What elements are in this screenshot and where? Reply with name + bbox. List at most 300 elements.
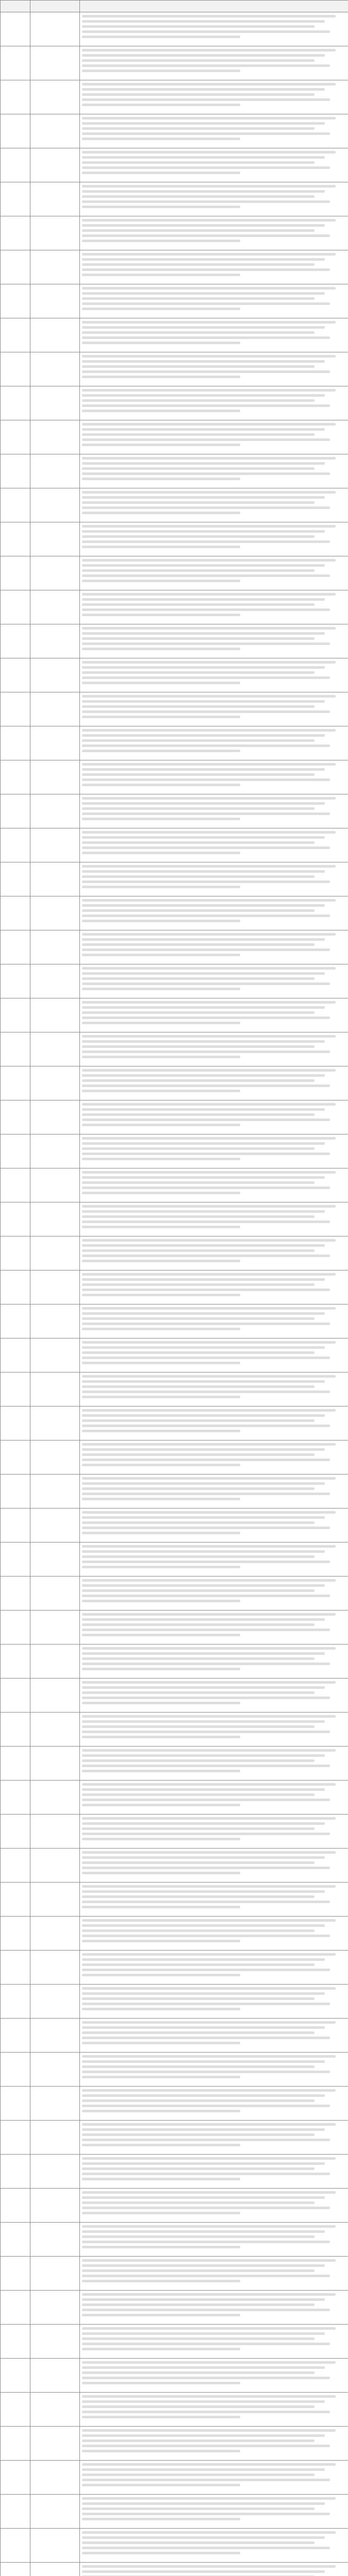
text-placeholder (82, 1391, 330, 1393)
desc-cell (80, 2461, 348, 2495)
year-cell (1, 1917, 30, 1951)
text-placeholder (82, 608, 330, 611)
desc-cell (80, 148, 348, 182)
name-cell (30, 2189, 80, 2223)
table-row (1, 726, 348, 760)
table-row (1, 828, 348, 862)
text-placeholder (82, 1895, 314, 1898)
year-cell (1, 318, 30, 352)
text-placeholder (82, 2507, 314, 2510)
name-cell (30, 1475, 80, 1509)
text-placeholder (82, 1375, 336, 1378)
name-cell (30, 2019, 80, 2053)
desc-cell (80, 2393, 348, 2427)
text-placeholder (82, 1255, 330, 1257)
text-placeholder (82, 1987, 336, 1990)
year-cell (1, 2325, 30, 2359)
text-placeholder (82, 308, 240, 310)
year-cell (1, 624, 30, 658)
text-placeholder (82, 2026, 325, 2029)
year-cell (1, 2359, 30, 2393)
name-cell (30, 2461, 80, 2495)
year-cell (1, 2427, 30, 2461)
desc-cell (80, 454, 348, 488)
text-placeholder (82, 710, 330, 713)
text-placeholder (82, 739, 314, 742)
desc-cell (80, 1815, 348, 1849)
text-placeholder (82, 938, 325, 941)
table-row (1, 80, 348, 114)
text-placeholder (82, 423, 336, 426)
table-row (1, 2291, 348, 2325)
text-placeholder (82, 1205, 336, 1208)
text-placeholder (82, 2293, 336, 2296)
table-row (1, 1304, 348, 1338)
text-placeholder (82, 1958, 325, 1961)
text-placeholder (82, 1351, 314, 1354)
text-placeholder (82, 2416, 240, 2418)
desc-cell (80, 1611, 348, 1645)
text-placeholder (82, 117, 336, 120)
name-cell (30, 1202, 80, 1236)
desc-cell (80, 1577, 348, 1611)
text-placeholder (82, 1084, 330, 1087)
name-cell (30, 2291, 80, 2325)
text-placeholder (82, 88, 325, 91)
desc-cell (80, 2291, 348, 2325)
text-placeholder (82, 234, 330, 237)
desc-cell (80, 862, 348, 896)
year-cell (1, 1066, 30, 1100)
text-placeholder (82, 472, 330, 475)
text-placeholder (82, 2099, 314, 2102)
text-placeholder (82, 778, 330, 781)
text-placeholder (82, 2518, 240, 2520)
table-row (1, 2325, 348, 2359)
year-cell (1, 896, 30, 930)
table-row (1, 2019, 348, 2053)
text-placeholder (82, 2241, 330, 2243)
text-placeholder (82, 2008, 240, 2010)
text-placeholder (82, 2207, 330, 2209)
name-cell (30, 2427, 80, 2461)
name-cell (30, 250, 80, 284)
year-cell (1, 216, 30, 250)
desc-cell (80, 828, 348, 862)
text-placeholder (82, 671, 314, 674)
table-row (1, 2223, 348, 2257)
text-placeholder (82, 1963, 314, 1966)
text-placeholder (82, 763, 336, 766)
name-cell (30, 2495, 80, 2529)
text-placeholder (82, 1103, 336, 1106)
year-cell (1, 1679, 30, 1713)
name-cell (30, 2563, 80, 2576)
text-placeholder (82, 1527, 330, 1529)
text-placeholder (82, 297, 314, 300)
text-placeholder (82, 2411, 330, 2413)
table-row (1, 1100, 348, 1134)
text-placeholder (82, 525, 336, 528)
desc-cell (80, 488, 348, 522)
desc-cell (80, 1100, 348, 1134)
year-cell (1, 386, 30, 420)
name-cell (30, 1577, 80, 1611)
text-placeholder (82, 1629, 330, 1631)
text-placeholder (82, 1749, 336, 1752)
desc-cell (80, 1713, 348, 1747)
text-placeholder (82, 2021, 336, 2024)
name-cell (30, 2325, 80, 2359)
name-cell (30, 1815, 80, 1849)
table-row (1, 862, 348, 896)
year-cell (1, 1645, 30, 1679)
text-placeholder (82, 716, 240, 718)
desc-cell (80, 1134, 348, 1168)
text-placeholder (82, 988, 240, 990)
text-placeholder (82, 2259, 336, 2262)
table-row (1, 1236, 348, 1270)
text-placeholder (82, 2309, 330, 2311)
name-cell (30, 148, 80, 182)
header-year (1, 1, 30, 12)
table-row (1, 318, 348, 352)
text-placeholder (82, 2269, 314, 2272)
text-placeholder (82, 535, 314, 538)
text-placeholder (82, 2042, 240, 2044)
text-placeholder (82, 870, 325, 873)
year-cell (1, 250, 30, 284)
text-placeholder (82, 287, 336, 290)
name-cell (30, 1645, 80, 1679)
text-placeholder (82, 682, 240, 684)
name-cell (30, 794, 80, 828)
text-placeholder (82, 920, 240, 922)
text-placeholder (82, 263, 314, 266)
name-cell (30, 2359, 80, 2393)
year-cell (1, 2087, 30, 2121)
desc-cell (80, 1985, 348, 2019)
text-placeholder (82, 1425, 330, 1427)
text-placeholder (82, 1555, 314, 1558)
year-cell (1, 998, 30, 1032)
year-cell (1, 2223, 30, 2257)
year-cell (1, 862, 30, 896)
table-row (1, 2121, 348, 2155)
text-placeholder (82, 564, 325, 567)
text-placeholder (82, 1652, 325, 1655)
table-row (1, 12, 348, 46)
name-cell (30, 1543, 80, 1577)
text-placeholder (82, 1647, 336, 1650)
name-cell (30, 1304, 80, 1338)
text-placeholder (82, 156, 325, 159)
text-placeholder (82, 20, 325, 23)
table-row (1, 1951, 348, 1985)
year-cell (1, 1951, 30, 1985)
text-placeholder (82, 2445, 330, 2447)
year-cell (1, 1849, 30, 1883)
text-placeholder (82, 1901, 330, 1903)
text-placeholder (82, 2479, 330, 2481)
text-placeholder (82, 2513, 330, 2515)
desc-cell (80, 2563, 348, 2576)
text-placeholder (82, 355, 336, 358)
text-placeholder (82, 2133, 314, 2136)
text-placeholder (82, 1430, 240, 1432)
year-cell (1, 1985, 30, 2019)
text-placeholder (82, 1341, 336, 1344)
desc-cell (80, 1202, 348, 1236)
text-placeholder (82, 1521, 314, 1524)
table-row (1, 2087, 348, 2121)
table-row (1, 1815, 348, 1849)
year-cell (1, 1100, 30, 1134)
desc-cell (80, 284, 348, 318)
year-cell (1, 1543, 30, 1577)
table-row (1, 182, 348, 216)
name-cell (30, 1781, 80, 1815)
text-placeholder (82, 831, 336, 834)
desc-cell (80, 318, 348, 352)
text-placeholder (82, 2275, 330, 2277)
text-placeholder (82, 467, 314, 470)
table-row (1, 2563, 348, 2576)
desc-cell (80, 692, 348, 726)
year-cell (1, 454, 30, 488)
text-placeholder (82, 1346, 325, 1349)
text-placeholder (82, 661, 336, 664)
text-placeholder (82, 1226, 240, 1228)
desc-cell (80, 1543, 348, 1577)
text-placeholder (82, 2547, 330, 2549)
text-placeholder (82, 1589, 314, 1592)
name-cell (30, 114, 80, 148)
text-placeholder (82, 1035, 336, 1038)
text-placeholder (82, 2348, 240, 2350)
text-placeholder (82, 83, 336, 86)
text-placeholder (82, 875, 314, 878)
desc-cell (80, 1951, 348, 1985)
text-placeholder (82, 331, 314, 334)
year-cell (1, 284, 30, 318)
text-placeholder (82, 2196, 325, 2199)
text-placeholder (82, 2280, 240, 2282)
text-placeholder (82, 1016, 330, 1019)
name-cell (30, 488, 80, 522)
text-placeholder (82, 2332, 325, 2335)
desc-cell (80, 2019, 348, 2053)
text-placeholder (82, 1867, 330, 1869)
table-body (1, 12, 348, 2576)
desc-cell (80, 80, 348, 114)
year-cell (1, 590, 30, 624)
text-placeholder (82, 1385, 314, 1388)
table-row (1, 250, 348, 284)
text-placeholder (82, 846, 330, 849)
desc-cell (80, 2121, 348, 2155)
text-placeholder (82, 603, 314, 606)
text-placeholder (82, 632, 325, 635)
text-placeholder (82, 2497, 336, 2500)
text-placeholder (82, 865, 336, 868)
desc-cell (80, 624, 348, 658)
text-placeholder (82, 1681, 336, 1684)
text-placeholder (82, 54, 325, 57)
text-placeholder (82, 627, 336, 630)
table-row (1, 1270, 348, 1304)
year-cell (1, 930, 30, 964)
desc-cell (80, 2155, 348, 2189)
year-cell (1, 2189, 30, 2223)
text-placeholder (82, 321, 336, 324)
name-cell (30, 216, 80, 250)
year-cell (1, 2529, 30, 2563)
name-cell (30, 2087, 80, 2121)
table-row (1, 998, 348, 1032)
text-placeholder (82, 1181, 314, 1184)
text-placeholder (82, 1050, 330, 1053)
text-placeholder (82, 1550, 325, 1553)
text-placeholder (82, 1498, 240, 1500)
year-cell (1, 522, 30, 556)
text-placeholder (82, 1623, 314, 1626)
text-placeholder (82, 807, 314, 810)
name-cell (30, 1951, 80, 1985)
text-placeholder (82, 2343, 330, 2345)
year-cell (1, 1713, 30, 1747)
text-placeholder (82, 36, 240, 38)
name-cell (30, 590, 80, 624)
text-placeholder (82, 1833, 330, 1835)
name-cell (30, 12, 80, 46)
text-placeholder (82, 2037, 330, 2039)
text-placeholder (82, 1851, 336, 1854)
table-row (1, 1338, 348, 1372)
text-placeholder (82, 943, 314, 946)
text-placeholder (82, 784, 240, 786)
text-placeholder (82, 1482, 325, 1485)
text-placeholder (82, 258, 325, 261)
text-placeholder (82, 1702, 240, 1704)
text-placeholder (82, 2366, 325, 2369)
text-placeholder (82, 1919, 336, 1922)
text-placeholder (82, 1885, 336, 1888)
text-placeholder (82, 1493, 330, 1495)
name-cell (30, 930, 80, 964)
text-placeholder (82, 1317, 314, 1320)
text-placeholder (82, 1278, 325, 1281)
text-placeholder (82, 1906, 240, 1908)
text-placeholder (82, 1561, 330, 1563)
text-placeholder (82, 1516, 325, 1519)
text-placeholder (82, 2463, 336, 2466)
text-placeholder (82, 268, 330, 271)
year-cell (1, 2291, 30, 2325)
text-placeholder (82, 744, 330, 747)
desc-cell (80, 1747, 348, 1781)
year-cell (1, 2121, 30, 2155)
table-row (1, 420, 348, 454)
desc-cell (80, 182, 348, 216)
text-placeholder (82, 1273, 336, 1276)
text-placeholder (82, 2429, 336, 2432)
desc-cell (80, 1066, 348, 1100)
table-row (1, 2529, 348, 2563)
text-placeholder (82, 2089, 336, 2092)
text-placeholder (82, 977, 314, 980)
name-cell (30, 1168, 80, 1202)
text-placeholder (82, 880, 330, 883)
table-row (1, 1781, 348, 1815)
table-row (1, 1168, 348, 1202)
text-placeholder (82, 1600, 240, 1602)
text-placeholder (82, 1793, 314, 1796)
text-placeholder (82, 98, 330, 101)
text-placeholder (82, 1079, 314, 1082)
text-placeholder (82, 302, 330, 305)
text-placeholder (82, 637, 314, 640)
year-cell (1, 1577, 30, 1611)
table-row (1, 1543, 348, 1577)
table-row (1, 1713, 348, 1747)
text-placeholder (82, 190, 325, 193)
text-placeholder (82, 438, 330, 441)
text-placeholder (82, 224, 325, 227)
text-placeholder (82, 2303, 314, 2306)
text-placeholder (82, 2178, 240, 2180)
text-placeholder (82, 2400, 325, 2403)
desc-cell (80, 1270, 348, 1304)
text-placeholder (82, 2110, 240, 2112)
table-row (1, 1372, 348, 1406)
text-placeholder (82, 200, 330, 203)
text-placeholder (82, 1788, 325, 1791)
text-placeholder (82, 1249, 314, 1252)
table-row (1, 2053, 348, 2087)
text-placeholder (82, 1477, 336, 1480)
text-placeholder (82, 802, 325, 805)
text-placeholder (82, 1380, 325, 1383)
text-placeholder (82, 904, 325, 907)
text-placeholder (82, 1997, 314, 2000)
desc-cell (80, 114, 348, 148)
desc-cell (80, 658, 348, 692)
text-placeholder (82, 370, 330, 373)
name-cell (30, 2529, 80, 2563)
name-cell (30, 896, 80, 930)
text-placeholder (82, 768, 325, 771)
text-placeholder (82, 1783, 336, 1786)
name-cell (30, 1611, 80, 1645)
text-placeholder (82, 389, 336, 392)
text-placeholder (82, 70, 240, 72)
text-placeholder (82, 700, 325, 703)
year-cell (1, 1815, 30, 1849)
text-placeholder (82, 1137, 336, 1140)
desc-cell (80, 726, 348, 760)
text-placeholder (82, 166, 330, 169)
text-placeholder (82, 2162, 325, 2165)
table-row (1, 692, 348, 726)
text-placeholder (82, 292, 325, 295)
table-row (1, 930, 348, 964)
text-placeholder (82, 2484, 240, 2486)
year-cell (1, 2019, 30, 2053)
text-placeholder (82, 933, 336, 936)
text-placeholder (82, 1221, 330, 1223)
text-placeholder (82, 2212, 240, 2214)
